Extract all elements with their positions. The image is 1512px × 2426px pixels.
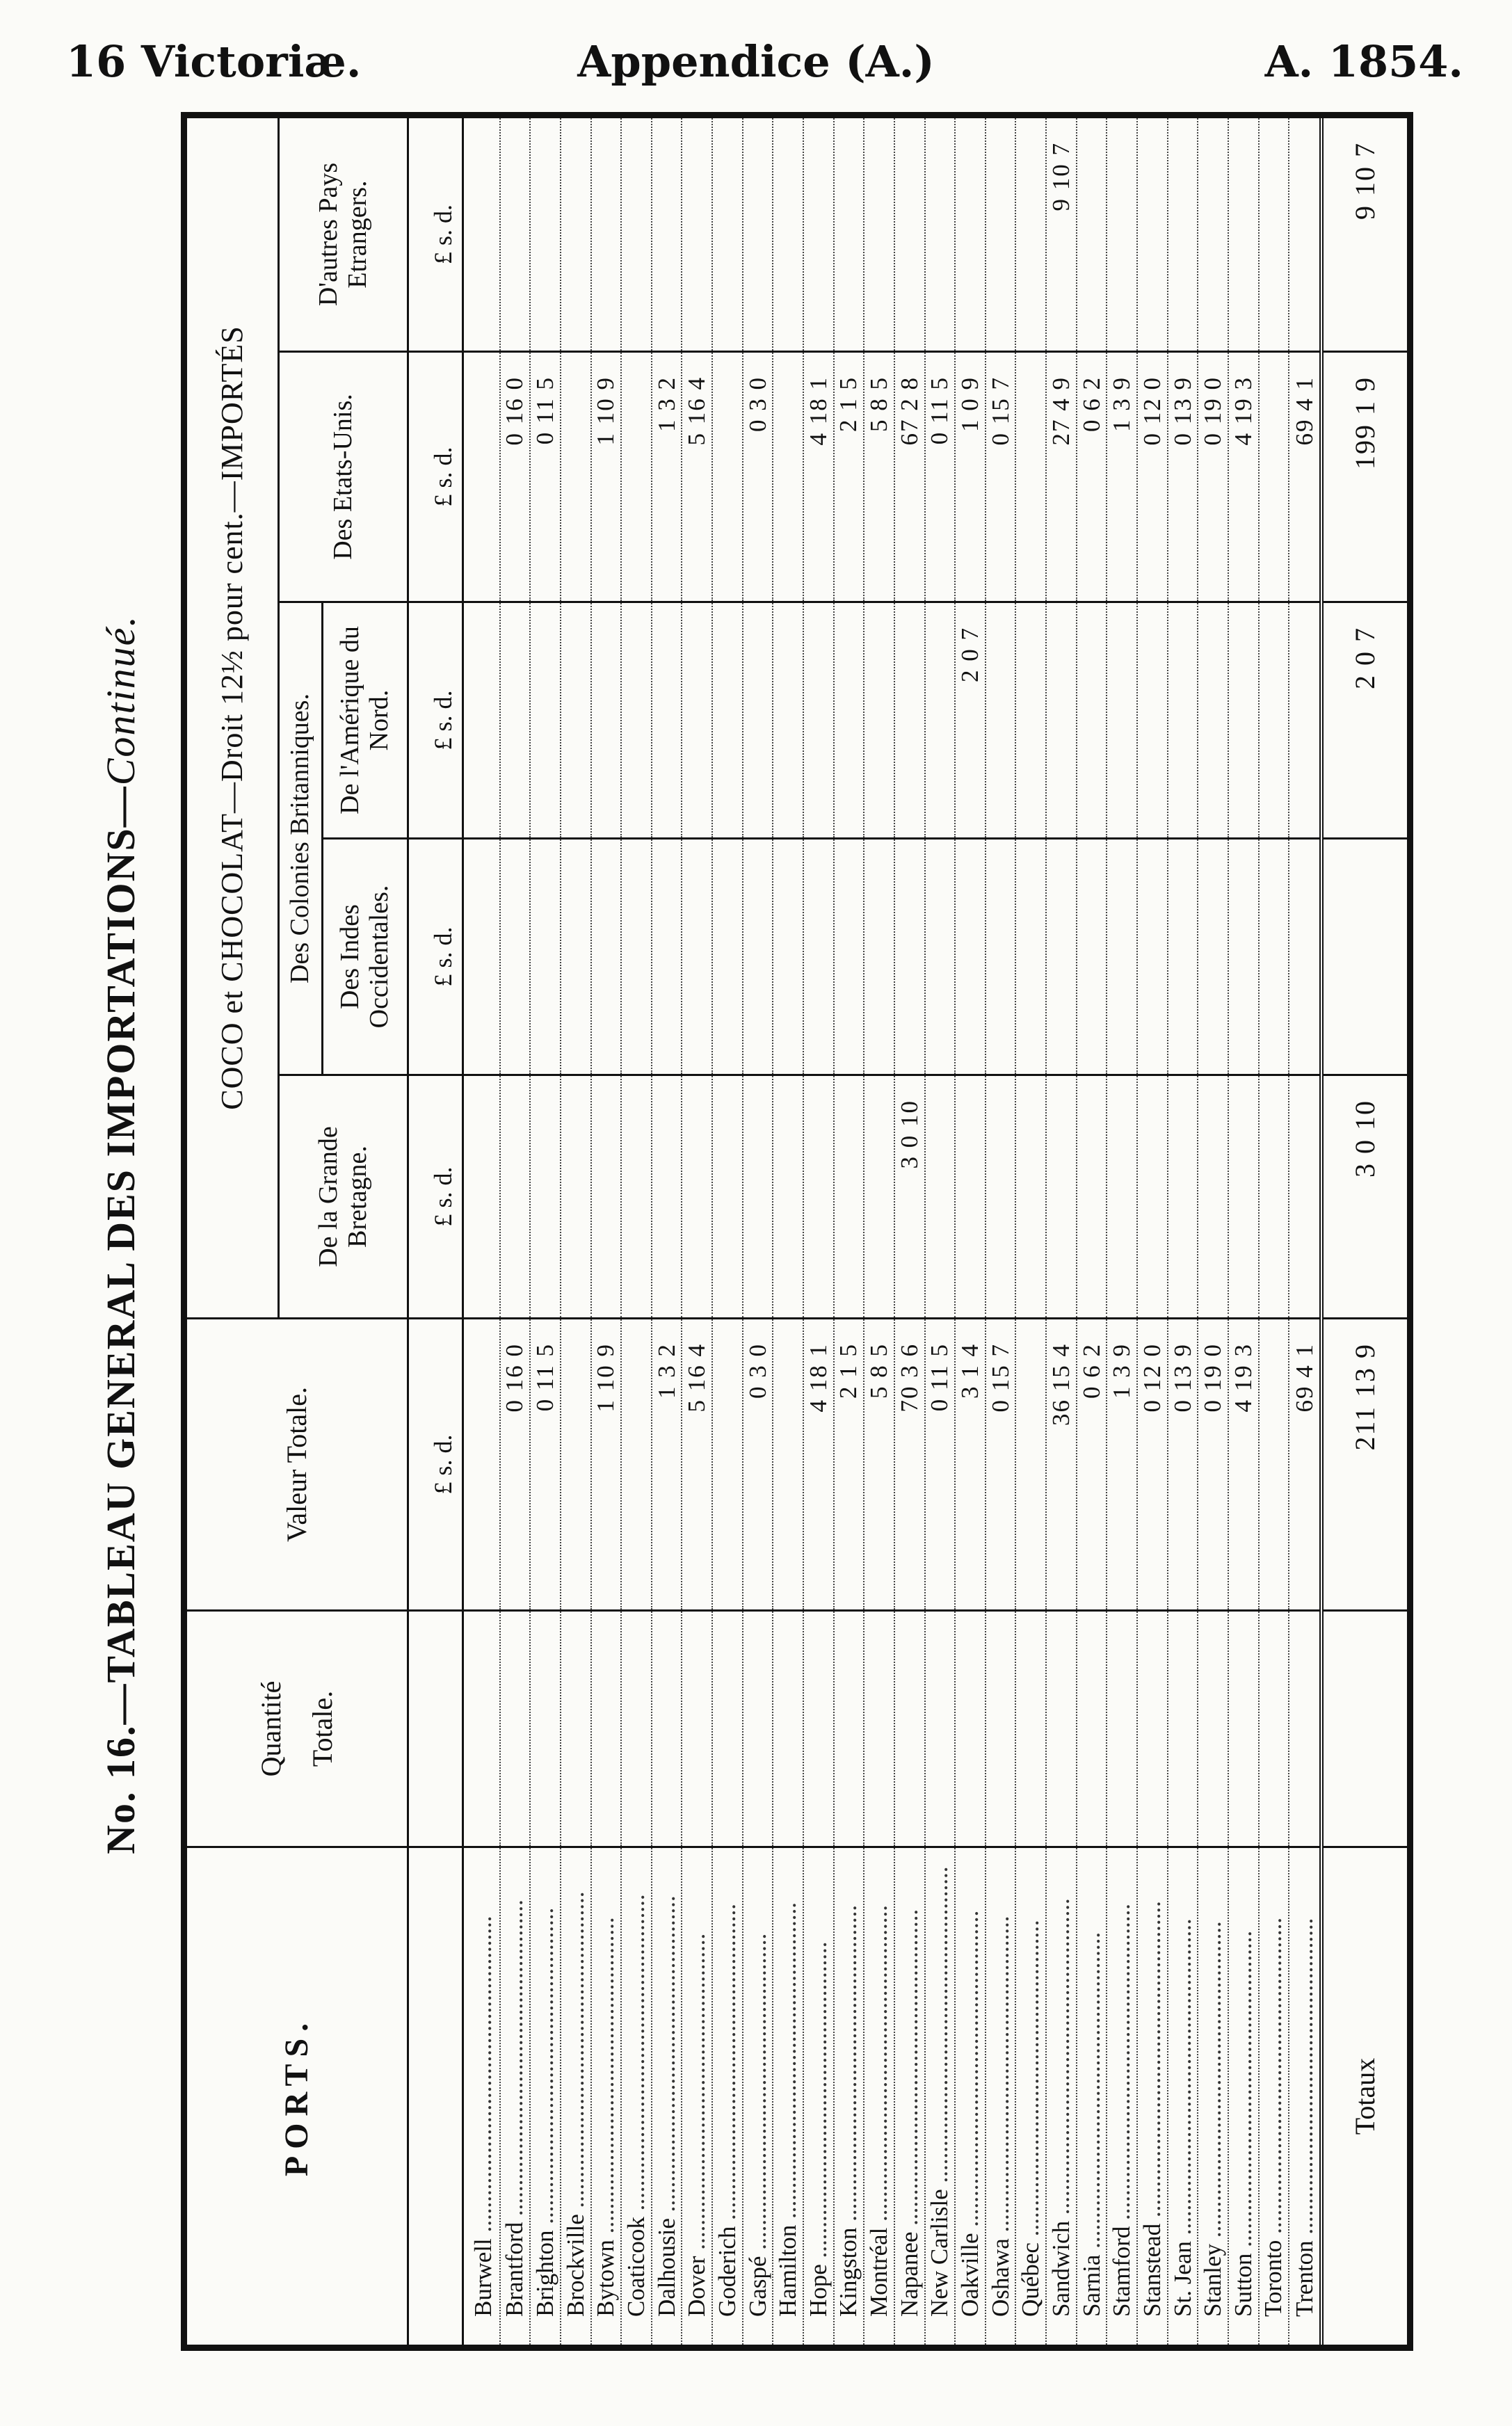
quantite-cell (864, 1611, 894, 1847)
port-cell: Kingston ..... (834, 1847, 864, 2348)
valeur-cell: 0 3 0 (743, 1319, 773, 1611)
valeur-cell: 1 10 9 (591, 1319, 622, 1611)
autres-cell (530, 115, 561, 352)
gb-cell (621, 1075, 652, 1319)
indes-cell (530, 839, 561, 1075)
table-row (712, 115, 743, 2348)
quantite-cell (925, 1611, 956, 1847)
gb-cell (1015, 1075, 1046, 1319)
quantite-cell (1289, 1611, 1321, 1847)
table-row (530, 115, 561, 2348)
port-cell: New Carlisle ..... (925, 1847, 956, 2348)
autres-cell (1077, 115, 1107, 352)
table-row (463, 115, 500, 2348)
table-row (1015, 115, 1046, 2348)
etats-unis-cell: 0 13 9 (1168, 352, 1198, 602)
quantite-cell (773, 1611, 803, 1847)
port-cell: Stanstead ..... (1137, 1847, 1168, 2348)
ports-header: PORTS. (184, 1847, 408, 2348)
gb-cell (803, 1075, 834, 1319)
indes-cell (500, 839, 531, 1075)
quantite-cell (1046, 1611, 1077, 1847)
etats-unis-cell: 1 3 2 (652, 352, 682, 602)
quantite-cell (1077, 1611, 1107, 1847)
port-cell: Toronto ..... (1259, 1847, 1289, 2348)
amerique-cell (1228, 602, 1259, 839)
port-cell: Trenton ..... (1289, 1847, 1321, 2348)
table-row (743, 115, 773, 2348)
totals-autres: 9 10 7 (1321, 115, 1410, 352)
gb-cell (1077, 1075, 1107, 1319)
quantite-cell (1198, 1611, 1228, 1847)
valeur-cell: 0 12 0 (1137, 1319, 1168, 1611)
quantite-cell (682, 1611, 712, 1847)
amerique-cell (894, 602, 925, 839)
etats-unis-cell (773, 352, 803, 602)
autres-cell (1198, 115, 1228, 352)
units-amerique: £ s. d. (408, 602, 463, 839)
autres-cell (712, 115, 743, 352)
port-cell: Brantford ..... (500, 1847, 531, 2348)
colonies-header: Des Colonies Britanniques. (279, 602, 323, 1075)
etats-unis-cell: 4 19 3 (1228, 352, 1259, 602)
grande-bretagne-header: De la Grande Bretagne. (279, 1075, 408, 1319)
indes-cell (834, 839, 864, 1075)
quantite-header (184, 1611, 408, 1847)
valeur-cell: 1 3 2 (652, 1319, 682, 1611)
indes-cell (773, 839, 803, 1075)
amerique-cell (561, 602, 591, 839)
totals-quantite (1321, 1611, 1410, 1847)
etats-unis-cell: 0 12 0 (1137, 352, 1168, 602)
autres-cell (864, 115, 894, 352)
quantite-cell (463, 1611, 500, 1847)
autres-cell (925, 115, 956, 352)
amerique-cell (864, 602, 894, 839)
port-cell: Bytown ..... (591, 1847, 622, 2348)
gb-cell (712, 1075, 743, 1319)
quantite-totale-label: Totale. (307, 1690, 338, 1767)
quantite-cell (834, 1611, 864, 1847)
amerique-cell (1015, 602, 1046, 839)
indes-cell (621, 839, 652, 1075)
amerique-cell (1259, 602, 1289, 839)
totals-indes (1321, 839, 1410, 1075)
coco-group-header: COCO et CHOCOLAT—Droit 12½ pour cent.—IMPORTÉS (184, 115, 279, 1319)
valeur-cell (621, 1319, 652, 1611)
table-row (955, 115, 986, 2348)
port-cell: Sandwich ..... (1046, 1847, 1077, 2348)
valeur-cell: 4 19 3 (1228, 1319, 1259, 1611)
valeur-cell: 0 6 2 (1077, 1319, 1107, 1611)
etats-unis-cell: 0 16 0 (500, 352, 531, 602)
amerique-cell (803, 602, 834, 839)
etats-unis-cell: 1 10 9 (591, 352, 622, 602)
totals-label: Totaux (1321, 1847, 1410, 2348)
totals-valeur: 211 13 9 (1321, 1319, 1410, 1611)
amerique-cell (652, 602, 682, 839)
autres-cell (803, 115, 834, 352)
port-cell: Brighton ..... (530, 1847, 561, 2348)
indes-cell (1077, 839, 1107, 1075)
amerique-cell (500, 602, 531, 839)
valeur-cell (1015, 1319, 1046, 1611)
gb-cell (463, 1075, 500, 1319)
amerique-cell (986, 602, 1016, 839)
quantite-cell (803, 1611, 834, 1847)
indes-cell (743, 839, 773, 1075)
etats-unis-cell: 4 18 1 (803, 352, 834, 602)
port-cell: Goderich ..... (712, 1847, 743, 2348)
gb-cell (1259, 1075, 1289, 1319)
units-ports (408, 1847, 463, 2348)
valeur-cell: 5 16 4 (682, 1319, 712, 1611)
autres-cell (773, 115, 803, 352)
table-row (894, 115, 925, 2348)
table-row (621, 115, 652, 2348)
table-row (986, 115, 1016, 2348)
amerique-cell (1046, 602, 1077, 839)
quantite-label: Quantité (255, 1680, 287, 1777)
totals-amerique: 2 0 7 (1321, 602, 1410, 839)
gb-cell (864, 1075, 894, 1319)
valeur-cell: 0 16 0 (500, 1319, 531, 1611)
autres-cell (955, 115, 986, 352)
quantite-cell (652, 1611, 682, 1847)
etats-unis-cell (1015, 352, 1046, 602)
table-row (773, 115, 803, 2348)
autres-cell (743, 115, 773, 352)
table-row (1168, 115, 1198, 2348)
port-cell: Stanley ..... (1198, 1847, 1228, 2348)
units-quantite (408, 1611, 463, 1847)
table-row (652, 115, 682, 2348)
amerique-cell (530, 602, 561, 839)
table-title (97, 118, 174, 2351)
gb-cell (925, 1075, 956, 1319)
amerique-cell (1198, 602, 1228, 839)
port-cell: Stamford ..... (1107, 1847, 1137, 2348)
gb-cell (500, 1075, 531, 1319)
port-cell: Burwell ..... (463, 1847, 500, 2348)
valeur-cell: 70 3 6 (894, 1319, 925, 1611)
amerique-cell (463, 602, 500, 839)
autres-cell (834, 115, 864, 352)
autres-cell (463, 115, 500, 352)
autres-cell (652, 115, 682, 352)
table-body (463, 115, 1322, 2348)
etats-unis-cell: 2 1 5 (834, 352, 864, 602)
quantite-cell (1168, 1611, 1198, 1847)
autres-cell (894, 115, 925, 352)
autres-cell (986, 115, 1016, 352)
indes-header: Des Indes Occidentales. (323, 839, 408, 1075)
autres-cell (1289, 115, 1321, 352)
amerique-cell: 2 0 7 (955, 602, 986, 839)
port-cell: Québec ..... (1015, 1847, 1046, 2348)
port-cell: Dover ..... (682, 1847, 712, 2348)
table-row (1137, 115, 1168, 2348)
amerique-cell (1137, 602, 1168, 839)
etats-unis-cell: 0 6 2 (1077, 352, 1107, 602)
autres-cell (1107, 115, 1137, 352)
port-cell: Brockville ..... (561, 1847, 591, 2348)
indes-cell (955, 839, 986, 1075)
port-cell: Coaticook ..... (621, 1847, 652, 2348)
valeur-cell: 0 11 5 (925, 1319, 956, 1611)
etats-unis-cell: 67 2 8 (894, 352, 925, 602)
autres-cell (1137, 115, 1168, 352)
indes-cell (712, 839, 743, 1075)
amerique-cell (1107, 602, 1137, 839)
gb-cell (773, 1075, 803, 1319)
header-year: A. 1854. (1264, 36, 1463, 87)
amerique-cell (834, 602, 864, 839)
etats-unis-cell: 0 3 0 (743, 352, 773, 602)
etats-unis-header: Des Etats-Unis. (279, 352, 408, 602)
etats-unis-cell (712, 352, 743, 602)
gb-cell (652, 1075, 682, 1319)
valeur-cell (773, 1319, 803, 1611)
table-row (1198, 115, 1228, 2348)
quantite-cell (500, 1611, 531, 1847)
indes-cell (1137, 839, 1168, 1075)
gb-cell (986, 1075, 1016, 1319)
etats-unis-cell: 27 4 9 (1046, 352, 1077, 602)
port-cell: Hamilton ..... (773, 1847, 803, 2348)
indes-cell (1198, 839, 1228, 1075)
valeur-cell (1259, 1319, 1289, 1611)
valeur-cell: 2 1 5 (834, 1319, 864, 1611)
gb-cell (561, 1075, 591, 1319)
valeur-cell (463, 1319, 500, 1611)
etats-unis-cell (561, 352, 591, 602)
gb-cell: 3 0 10 (894, 1075, 925, 1319)
etats-unis-cell: 5 8 5 (864, 352, 894, 602)
units-etats-unis: £ s. d. (408, 352, 463, 602)
autres-cell (1259, 115, 1289, 352)
quantite-cell (561, 1611, 591, 1847)
port-cell: St. Jean ..... (1168, 1847, 1198, 2348)
quantite-cell (894, 1611, 925, 1847)
autres-cell (621, 115, 652, 352)
valeur-cell: 5 8 5 (864, 1319, 894, 1611)
quantite-cell (1015, 1611, 1046, 1847)
quantite-cell (1137, 1611, 1168, 1847)
indes-cell (1168, 839, 1198, 1075)
totals-gb: 3 0 10 (1321, 1075, 1410, 1319)
etats-unis-cell: 69 4 1 (1289, 352, 1321, 602)
amerique-cell (773, 602, 803, 839)
autres-cell (591, 115, 622, 352)
autres-cell (1015, 115, 1046, 352)
table-row (1077, 115, 1107, 2348)
rotated-table-block (97, 118, 1413, 2351)
valeur-cell: 4 18 1 (803, 1319, 834, 1611)
header-appendix: Appendice (A.) (577, 36, 935, 87)
autres-cell (1228, 115, 1259, 352)
totals-row (1321, 115, 1410, 2348)
indes-cell (652, 839, 682, 1075)
table-row (561, 115, 591, 2348)
table-row (500, 115, 531, 2348)
valeur-cell: 0 15 7 (986, 1319, 1016, 1611)
gb-cell (955, 1075, 986, 1319)
valeur-cell: 0 19 0 (1198, 1319, 1228, 1611)
etats-unis-cell (621, 352, 652, 602)
indes-cell (463, 839, 500, 1075)
table-row (1107, 115, 1137, 2348)
table-row (803, 115, 834, 2348)
gb-cell (1107, 1075, 1137, 1319)
indes-cell (1015, 839, 1046, 1075)
etats-unis-cell: 5 16 4 (682, 352, 712, 602)
gb-cell (1137, 1075, 1168, 1319)
etats-unis-cell (1259, 352, 1289, 602)
quantite-cell (986, 1611, 1016, 1847)
amerique-cell (1168, 602, 1198, 839)
gb-cell (834, 1075, 864, 1319)
valeur-cell: 69 4 1 (1289, 1319, 1321, 1611)
indes-cell (986, 839, 1016, 1075)
indes-cell (561, 839, 591, 1075)
gb-cell (1168, 1075, 1198, 1319)
port-cell: Oshawa ..... (986, 1847, 1016, 2348)
quantite-cell (530, 1611, 561, 1847)
indes-cell (894, 839, 925, 1075)
etats-unis-cell: 1 0 9 (955, 352, 986, 602)
table-row (1228, 115, 1259, 2348)
table-row (834, 115, 864, 2348)
autres-cell: 9 10 7 (1046, 115, 1077, 352)
amerique-cell (621, 602, 652, 839)
etats-unis-cell: 1 3 9 (1107, 352, 1137, 602)
gb-cell (682, 1075, 712, 1319)
amerique-cell (591, 602, 622, 839)
amerique-cell (1289, 602, 1321, 839)
table-row (682, 115, 712, 2348)
quantite-cell (621, 1611, 652, 1847)
amerique-header: De l'Amérique du Nord. (323, 602, 408, 839)
port-cell: Oakville ..... (955, 1847, 986, 2348)
port-cell: Sutton ..... (1228, 1847, 1259, 2348)
totals-etats-unis: 199 1 9 (1321, 352, 1410, 602)
autres-cell (682, 115, 712, 352)
valeur-totale-header: Valeur Totale. (184, 1319, 408, 1611)
quantite-cell (712, 1611, 743, 1847)
valeur-cell: 36 15 4 (1046, 1319, 1077, 1611)
indes-cell (682, 839, 712, 1075)
indes-cell (925, 839, 956, 1075)
indes-cell (1228, 839, 1259, 1075)
etats-unis-cell: 0 11 5 (530, 352, 561, 602)
table-row (1289, 115, 1321, 2348)
units-valeur: £ s. d. (408, 1319, 463, 1611)
valeur-cell: 1 3 9 (1107, 1319, 1137, 1611)
gb-cell (1228, 1075, 1259, 1319)
indes-cell (1289, 839, 1321, 1075)
valeur-cell: 3 1 4 (955, 1319, 986, 1611)
gb-cell (591, 1075, 622, 1319)
units-indes: £ s. d. (408, 839, 463, 1075)
amerique-cell (682, 602, 712, 839)
quantite-cell (1107, 1611, 1137, 1847)
amerique-cell (712, 602, 743, 839)
table-row (925, 115, 956, 2348)
valeur-cell (712, 1319, 743, 1611)
etats-unis-cell: 0 19 0 (1198, 352, 1228, 602)
amerique-cell (743, 602, 773, 839)
gb-cell (1198, 1075, 1228, 1319)
quantite-cell (743, 1611, 773, 1847)
indes-cell (864, 839, 894, 1075)
units-gb: £ s. d. (408, 1075, 463, 1319)
quantite-cell (955, 1611, 986, 1847)
indes-cell (1259, 839, 1289, 1075)
quantite-cell (1228, 1611, 1259, 1847)
autres-cell (561, 115, 591, 352)
indes-cell (1046, 839, 1077, 1075)
port-cell: Dalhousie ..... (652, 1847, 682, 2348)
port-cell: Montréal ..... (864, 1847, 894, 2348)
table-row (1046, 115, 1077, 2348)
etats-unis-cell: 0 15 7 (986, 352, 1016, 602)
gb-cell (743, 1075, 773, 1319)
imports-table (181, 112, 1413, 2351)
table-row (864, 115, 894, 2348)
quantite-cell (1259, 1611, 1289, 1847)
gb-cell (530, 1075, 561, 1319)
gb-cell (1046, 1075, 1077, 1319)
valeur-cell: 0 13 9 (1168, 1319, 1198, 1611)
table-title-main: No. 16.—TABLEAU GENERAL DES IMPORTATIONS— (98, 785, 143, 1854)
port-cell: Napanee ..... (894, 1847, 925, 2348)
port-cell: Sarnia ..... (1077, 1847, 1107, 2348)
valeur-cell: 0 11 5 (530, 1319, 561, 1611)
port-cell: Gaspé ..... (743, 1847, 773, 2348)
gb-cell (1289, 1075, 1321, 1319)
etats-unis-cell: 0 11 5 (925, 352, 956, 602)
quantite-cell (591, 1611, 622, 1847)
autres-cell (500, 115, 531, 352)
port-cell: Hope ..... (803, 1847, 834, 2348)
autres-cell (1168, 115, 1198, 352)
amerique-cell (1077, 602, 1107, 839)
indes-cell (591, 839, 622, 1075)
valeur-cell (561, 1319, 591, 1611)
units-autres: £ s. d. (408, 115, 463, 352)
table-row (591, 115, 622, 2348)
indes-cell (803, 839, 834, 1075)
indes-cell (1107, 839, 1137, 1075)
table-title-suffix: Continué. (98, 615, 143, 786)
etats-unis-cell (463, 352, 500, 602)
table-row (1259, 115, 1289, 2348)
autres-header: D'autres Pays Etrangers. (279, 115, 408, 352)
amerique-cell (925, 602, 956, 839)
header-session: 16 Victoriæ. (66, 36, 362, 87)
